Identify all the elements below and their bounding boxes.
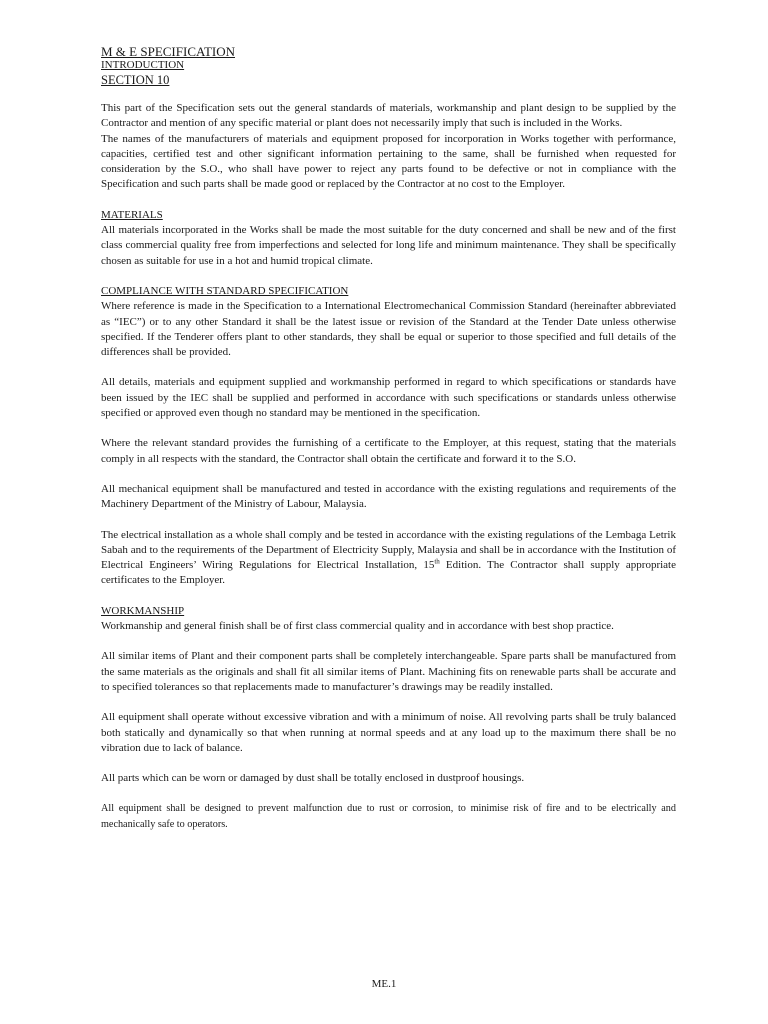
compliance-paragraph-1: Where reference is made in the Specification to a International Electromechanical Commission Standard (hereinafter abbreviated as “IEC”) or to any other Standard it shall be the latest issue or revision of the Standard at the Tender Date unless otherwise specified. If the Tenderer offers plant to other standards, they shall be equal or superior to those specified and full details of the differences shall be provided. bbox=[101, 300, 676, 359]
compliance-paragraph-5-text: The electrical installation as a whole shall comply and be tested in accordance with the existing regulations of the Lembaga Letrik Sabah and to the requirements of the Department of Electricity Supply, Malaysia and shall be in accordance with the Institution of Electrical Engineers’ Wiring Regulations for Electrical Installation, 15 bbox=[101, 528, 676, 572]
materials-paragraph: All materials incorporated in the Works shall be made the most suitable for the duty concerned and shall be new and of the first class commercial quality free from imperfections and selected for long life and minimum maintenance. They shall be specifically chosen as suitable for use in a hot and humid tropical climate. bbox=[101, 224, 676, 267]
edition-ordinal-suffix: th bbox=[434, 557, 440, 566]
compliance-paragraph-4: All mechanical equipment shall be manufactured and tested in accordance with the existing regulations and requirements of the Machinery Department of the Ministry of Labour, Malaysia. bbox=[101, 482, 676, 511]
materials-heading: MATERIALS bbox=[101, 208, 163, 221]
workmanship-paragraph-5: All equipment shall be designed to prevent malfunction due to rust or corrosion, to minimise risk of fire and to be electrically and mechanically safe to operators. bbox=[101, 803, 676, 830]
compliance-paragraph-5-tail: Edition. The Contractor shall supply appropriate certificates to the Employer. bbox=[101, 559, 676, 587]
compliance-paragraph-5 bbox=[101, 528, 676, 589]
document-title: M & E SPECIFICATION bbox=[101, 44, 235, 59]
compliance-paragraph-2: All details, materials and equipment supplied and workmanship performed in regard to which specifications or standards have been issued by the IEC shall be supplied and performed in accordance with such specifications or standards unless otherwise specified or approved even though no standard may be mentioned in the specification. bbox=[101, 376, 676, 420]
workmanship-heading: WORKMANSHIP bbox=[101, 604, 185, 617]
workmanship-paragraph-3: All equipment shall operate without excessive vibration and with a minimum of noise. All revolving parts shall be truly balanced both statically and dynamically so that when running at normal speeds and at any load up to the maximum there shall be no vibration due to lack of balance. bbox=[101, 711, 676, 754]
workmanship-paragraph-4: All parts which can be worn or damaged by dust shall be totally enclosed in dustproof housings. bbox=[101, 772, 525, 785]
workmanship-paragraph-2: All similar items of Plant and their component parts shall be completely interchangeable. Spare parts shall be manufactured from the same materials as the originals and shall fit all similar items of Plant. Machining fits on renewable parts shall be accurate and to specified tolerances so that replacements made to manufacturer’s drawings may be readily installed. bbox=[101, 650, 676, 693]
intro-paragraph-2: The names of the manufacturers of materials and equipment proposed for incorporation in Works together with performance, capacities, certified test and other significant information pertaining to the same, shall be furnished when requested for consideration by the S.O., who shall have power to reject any parts found to be defective or not in compliance with the Specification and such parts shall be made good or replaced by the Contractor at no cost to the Employer. bbox=[101, 132, 676, 191]
intro-paragraph-1: This part of the Specification sets out the general standards of materials, workmanship and plant design to be supplied by the Contractor and mention of any specific material or plant does not necessarily imply that such is included in the Works. bbox=[101, 102, 676, 130]
compliance-heading: COMPLIANCE WITH STANDARD SPECIFICATION bbox=[101, 284, 349, 297]
workmanship-paragraph-1: Workmanship and general finish shall be of first class commercial quality and in accordance with best shop practice. bbox=[101, 620, 614, 633]
document-subtitle: INTRODUCTION bbox=[101, 59, 185, 71]
document-page bbox=[101, 44, 676, 832]
page-number: ME.1 bbox=[371, 978, 397, 990]
section-heading: SECTION 10 bbox=[101, 73, 170, 87]
compliance-paragraph-3: Where the relevant standard provides the furnishing of a certificate to the Employer, at this request, stating that the materials comply in all respects with the standard, the Contractor shall obtain the certificate and forward it to the S.O. bbox=[101, 437, 676, 465]
